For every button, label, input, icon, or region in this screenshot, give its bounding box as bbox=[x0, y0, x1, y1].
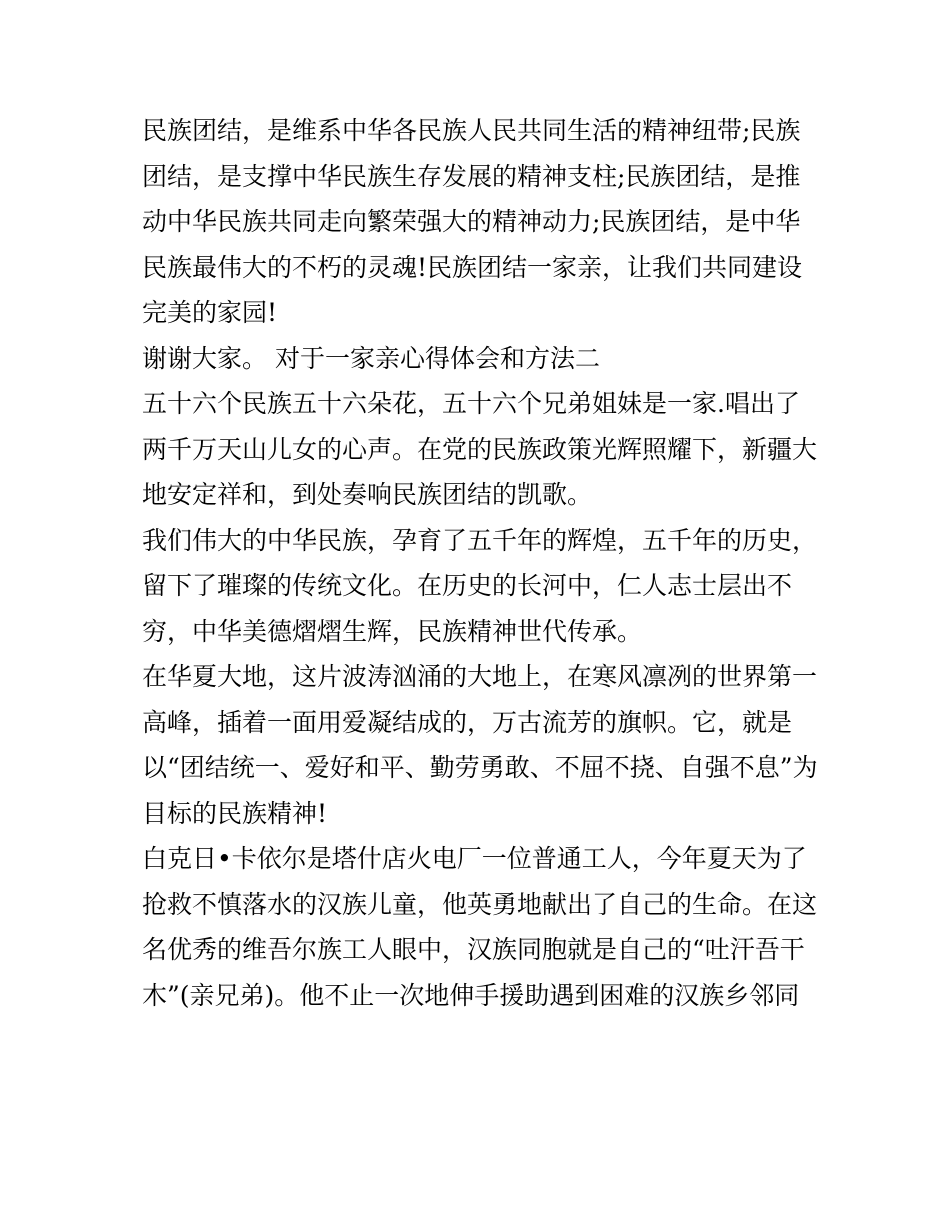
paragraph-section-heading bbox=[142, 336, 822, 382]
paragraph-national-spirit bbox=[142, 654, 822, 836]
text-line: 民族最伟大的不朽的灵魂!民族团结一家亲，让我们共同建设 bbox=[142, 252, 803, 282]
text-line: 穷，中华美德熠熠生辉，民族精神世代传承。 bbox=[142, 616, 643, 646]
text-line: 木”(亲兄弟)。他不止一次地伸手援助遇到困难的汉族乡邻同 bbox=[142, 980, 800, 1010]
text-line: 两千万天山儿女的心声。在党的民族政策光辉照耀下，新疆大 bbox=[142, 434, 818, 464]
text-line: 地安定祥和，到处奏响民族团结的凯歌。 bbox=[142, 480, 593, 509]
text-line: 团结，是支撑中华民族生存发展的精神支柱;民族团结，是推 bbox=[142, 161, 801, 191]
text-line: 我们伟大的中华民族，孕育了五千年的辉煌，五千年的历史， bbox=[142, 525, 818, 555]
text-line: 抢救不慎落水的汉族儿童，他英勇地献出了自己的生命。在这 bbox=[142, 889, 818, 919]
text-line: 名优秀的维吾尔族工人眼中，汉族同胞就是自己的“吐汗吾干 bbox=[142, 935, 805, 964]
text-line: 留下了璀璨的传统文化。在历史的长河中，仁人志士层出不 bbox=[142, 571, 793, 600]
text-line: 在华夏大地，这片波涛汹涌的大地上，在寒风凛冽的世界第一 bbox=[142, 662, 818, 691]
paragraph-fifty-six-ethnic-groups bbox=[142, 381, 822, 518]
text-line: 以“团结统一、爱好和平、勤劳勇敢、不屈不挠、自强不息”为 bbox=[142, 753, 818, 782]
text-line: 动中华民族共同走向繁荣强大的精神动力;民族团结，是中华 bbox=[142, 207, 801, 236]
text-line: 目标的民族精神! bbox=[142, 798, 328, 828]
section-heading: 谢谢大家。 对于一家亲心得体会和方法二 bbox=[142, 343, 600, 373]
paragraph-great-nation bbox=[142, 518, 822, 655]
text-line: 完美的家园! bbox=[142, 298, 278, 327]
text-line: 五十六个民族五十六朵花，五十六个兄弟姐妹是一家.唱出了 bbox=[142, 389, 800, 418]
paragraph-worker-story bbox=[142, 836, 822, 1018]
text-line: 高峰，插着一面用爱凝结成的，万古流芳的旗帜。它，就是 bbox=[142, 707, 793, 737]
paragraph-unity-closing bbox=[142, 108, 822, 336]
document-body bbox=[142, 108, 822, 1018]
text-line: 白克日•卡依尔是塔什店火电厂一位普通工人，今年夏天为了 bbox=[142, 844, 807, 873]
text-line: 民族团结，是维系中华各民族人民共同生活的精神纽带;民族 bbox=[142, 116, 801, 145]
